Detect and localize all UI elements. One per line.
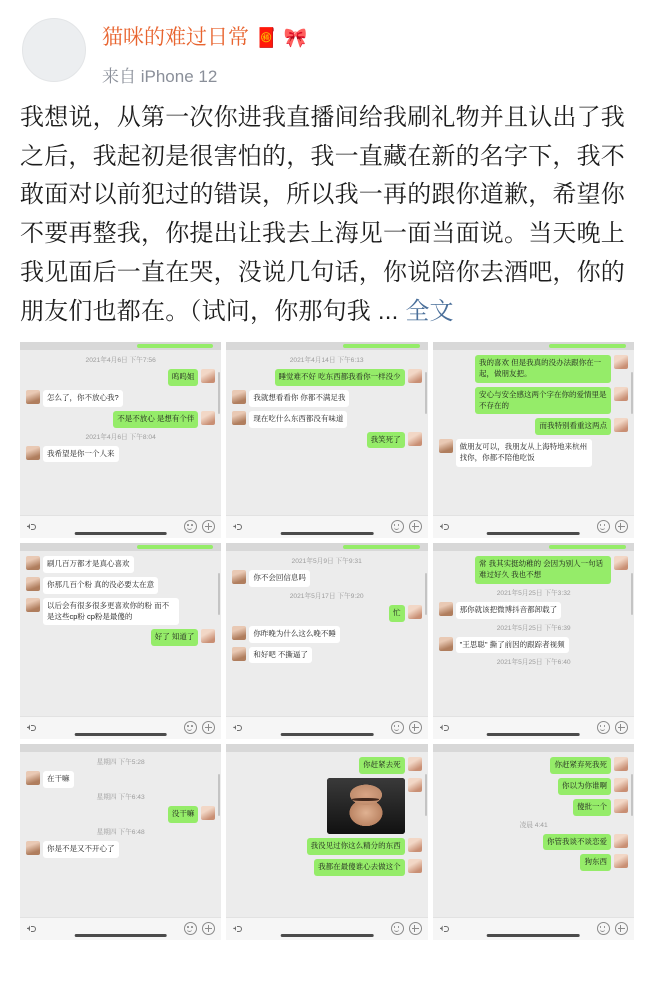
mic-icon[interactable] xyxy=(232,521,243,532)
incoming-message-bubble[interactable]: "王思聪" 撕了前因的跟踪者视频 xyxy=(456,637,569,654)
message-row xyxy=(232,838,421,855)
home-indicator xyxy=(281,934,374,937)
incoming-message-bubble[interactable]: 我希望是你一个人来 xyxy=(43,446,119,463)
contact-avatar[interactable] xyxy=(26,841,40,855)
screenshot-status-bar xyxy=(20,744,221,752)
outgoing-message-bubble[interactable]: 你赶紧弃死我死 xyxy=(550,757,611,774)
smiley-icon[interactable] xyxy=(184,922,197,935)
home-indicator xyxy=(281,532,374,535)
message-row xyxy=(26,556,215,573)
input-bar-icons xyxy=(597,721,628,734)
incoming-message-bubble[interactable]: 怎么了，你不放心我? xyxy=(43,390,123,407)
plus-icon[interactable] xyxy=(202,922,215,935)
outgoing-message-bubble[interactable]: 安心与安全感这两个字在你的爱情里是不存在的 xyxy=(475,387,611,415)
smiley-icon[interactable] xyxy=(391,520,404,533)
top-bubble-sliver xyxy=(343,545,420,549)
screenshot-status-bar xyxy=(226,744,427,752)
input-bar-icons xyxy=(391,922,422,935)
plus-icon[interactable] xyxy=(409,721,422,734)
incoming-message-bubble[interactable]: 现在吃什么东西都没有味道 xyxy=(249,411,347,428)
message-timestamp: 星期四 下午6:48 xyxy=(96,828,145,836)
message-timestamp: 星期四 下午5:28 xyxy=(96,759,145,766)
message-row xyxy=(232,390,421,407)
contact-avatar[interactable] xyxy=(232,390,246,404)
message-timestamp: 2021年5月25日 下午3:32 xyxy=(496,589,571,597)
home-indicator xyxy=(487,733,580,736)
message-row xyxy=(26,446,215,463)
chat-messages xyxy=(20,551,221,716)
outgoing-message-bubble[interactable]: 而我特别看重这两点 xyxy=(535,418,611,435)
message-row xyxy=(232,570,421,587)
input-bar-icons xyxy=(391,721,422,734)
self-avatar[interactable] xyxy=(201,629,215,643)
post-author-name[interactable] xyxy=(102,24,307,52)
author-name-text: 猫咪的难过日常 xyxy=(102,26,249,49)
message-timestamp: 凌晨 4:41 xyxy=(519,821,548,829)
message-row xyxy=(26,369,215,386)
self-avatar[interactable] xyxy=(614,355,628,369)
contact-avatar[interactable] xyxy=(232,411,246,425)
self-avatar[interactable] xyxy=(614,757,628,771)
incoming-message-bubble[interactable]: 以后会有很多很多更喜欢你的粉 而不是这些cp粉 cp粉是最傻的 xyxy=(43,598,179,626)
screenshot-status-bar xyxy=(433,342,634,350)
chat-scrollbar[interactable] xyxy=(631,573,633,615)
message-row xyxy=(439,637,628,654)
contact-avatar[interactable] xyxy=(26,556,40,570)
message-row xyxy=(439,355,628,383)
avatar[interactable] xyxy=(22,18,86,82)
message-timestamp: 2021年4月6日 下午8:04 xyxy=(85,433,156,441)
smiley-icon[interactable] xyxy=(184,520,197,533)
self-avatar[interactable] xyxy=(201,369,215,383)
smiley-icon[interactable] xyxy=(391,721,404,734)
message-row xyxy=(26,411,215,428)
home-indicator xyxy=(281,733,374,736)
self-avatar[interactable] xyxy=(408,778,422,792)
incoming-message-bubble[interactable]: 那你就该把微博抖音都卸载了 xyxy=(456,602,562,619)
input-bar-icons xyxy=(184,922,215,935)
incoming-message-bubble[interactable]: 刷几百万都才是真心喜欢 xyxy=(43,556,134,573)
home-indicator xyxy=(74,934,167,937)
chat-messages xyxy=(433,752,634,917)
author-emoji: 🧧 🎀 xyxy=(254,28,308,49)
outgoing-message-bubble[interactable]: 忙 xyxy=(389,605,405,622)
self-avatar[interactable] xyxy=(614,556,628,570)
top-bubble-sliver xyxy=(549,344,626,348)
message-row xyxy=(26,577,215,594)
self-avatar[interactable] xyxy=(201,806,215,820)
chat-messages xyxy=(433,350,634,515)
plus-icon[interactable] xyxy=(202,520,215,533)
plus-icon[interactable] xyxy=(202,721,215,734)
message-row xyxy=(232,411,421,428)
message-row xyxy=(439,602,628,619)
input-bar-icons xyxy=(391,520,422,533)
incoming-message-bubble[interactable]: 你昨晚为什么这么晚不睡 xyxy=(249,626,340,643)
incoming-message-bubble[interactable]: 你不会回信息吗 xyxy=(249,570,310,587)
message-row xyxy=(26,598,215,626)
message-row xyxy=(26,771,215,788)
chat-scrollbar[interactable] xyxy=(631,774,633,816)
mic-icon[interactable] xyxy=(232,923,243,934)
contact-avatar[interactable] xyxy=(26,390,40,404)
screenshot-status-bar xyxy=(433,543,634,551)
message-row xyxy=(439,387,628,415)
contact-avatar[interactable] xyxy=(26,446,40,460)
outgoing-message-bubble[interactable]: 傻批一个 xyxy=(573,799,611,816)
outgoing-message-bubble[interactable]: 睡觉难不好 吃东西都我看你一样没少 xyxy=(275,369,405,386)
smiley-icon[interactable] xyxy=(597,520,610,533)
contact-avatar[interactable] xyxy=(439,439,453,453)
outgoing-message-bubble[interactable]: 你管我谈不谈恋爱 xyxy=(543,834,611,851)
message-row xyxy=(439,854,628,871)
chat-screenshot[interactable] xyxy=(226,342,427,538)
message-row xyxy=(439,439,628,467)
post-body xyxy=(0,91,654,342)
chat-messages xyxy=(20,350,221,515)
mic-icon[interactable] xyxy=(439,521,450,532)
screenshot-status-bar xyxy=(226,543,427,551)
message-row xyxy=(439,757,628,774)
outgoing-message-bubble[interactable]: 我没见过你这么精分的东西 xyxy=(307,838,405,855)
self-avatar[interactable] xyxy=(614,387,628,401)
screenshot-status-bar xyxy=(433,744,634,752)
contact-avatar[interactable] xyxy=(439,602,453,616)
mic-icon[interactable] xyxy=(232,722,243,733)
message-timestamp: 2021年5月17日 下午9:20 xyxy=(290,592,364,600)
message-row xyxy=(232,369,421,386)
outgoing-message-bubble[interactable]: 呜呜姐 xyxy=(168,369,199,386)
post-body-text: 我想说，从第一次你进我直播间给我刷礼物并且认出了我之后，我起初是很害怕的，我一直藏在新的名字下，我不敢面对以前犯过的错误，所以我一再的跟你道歉，希望你不要再整我，你提出让我去上海见一面当面说。当天晚上我见面后一直在哭，没说几句话，你说陪你去酒吧，你的朋友们也都在。（试问，你那句我 ... xyxy=(20,103,625,326)
incoming-message-bubble[interactable]: 你那几百个粉 真的没必要太在意 xyxy=(43,577,158,594)
outgoing-message-bubble[interactable]: 没干嘛 xyxy=(168,806,199,823)
outgoing-message-bubble[interactable]: 你以为你谁啊 xyxy=(558,778,611,795)
self-avatar[interactable] xyxy=(408,369,422,383)
plus-icon[interactable] xyxy=(615,922,628,935)
message-timestamp: 2021年4月6日 下午7:56 xyxy=(85,357,156,364)
chat-messages xyxy=(433,551,634,716)
smiley-icon[interactable] xyxy=(597,922,610,935)
message-row xyxy=(232,778,421,834)
screenshot-status-bar xyxy=(20,342,221,350)
plus-icon[interactable] xyxy=(409,922,422,935)
screenshot-status-bar xyxy=(20,543,221,551)
home-indicator xyxy=(74,733,167,736)
contact-avatar[interactable] xyxy=(232,626,246,640)
mic-icon[interactable] xyxy=(439,923,450,934)
incoming-message-bubble[interactable]: 和好吧 不撕逼了 xyxy=(249,647,312,664)
smiley-icon[interactable] xyxy=(597,721,610,734)
message-row xyxy=(26,629,215,646)
plus-icon[interactable] xyxy=(409,520,422,533)
chat-messages xyxy=(226,752,427,917)
incoming-message-bubble[interactable]: 我就想看看你 你都不满足我 xyxy=(249,390,349,407)
top-bubble-sliver xyxy=(137,344,214,348)
home-indicator xyxy=(487,532,580,535)
self-avatar[interactable] xyxy=(408,432,422,446)
screenshot-grid xyxy=(0,342,654,952)
chat-messages xyxy=(20,752,221,917)
outgoing-message-bubble[interactable]: 我笑死了 xyxy=(367,432,405,449)
expand-full-text-link[interactable]: 全文 xyxy=(405,298,454,326)
chat-screenshot[interactable] xyxy=(433,543,634,739)
smiley-icon[interactable] xyxy=(184,721,197,734)
message-row xyxy=(439,556,628,584)
self-avatar[interactable] xyxy=(201,411,215,425)
self-avatar[interactable] xyxy=(408,838,422,852)
top-bubble-sliver xyxy=(343,344,420,348)
message-row xyxy=(232,757,421,774)
self-avatar[interactable] xyxy=(614,799,628,813)
plus-icon[interactable] xyxy=(615,520,628,533)
photo-message[interactable] xyxy=(327,778,405,834)
chat-screenshot[interactable] xyxy=(20,342,221,538)
outgoing-message-bubble[interactable]: 我都在最傻谁心去做这个 xyxy=(314,859,405,876)
message-timestamp: 2021年5月25日 下午6:39 xyxy=(496,624,571,632)
self-avatar[interactable] xyxy=(408,605,422,619)
message-row xyxy=(439,778,628,795)
outgoing-message-bubble[interactable]: 你赶紧去死 xyxy=(359,757,405,774)
outgoing-message-bubble[interactable]: 好了 知道了 xyxy=(151,629,199,646)
message-timestamp: 星期四 下午6:43 xyxy=(96,793,145,801)
self-avatar[interactable] xyxy=(408,757,422,771)
photo-thumbnail xyxy=(327,778,405,834)
message-row xyxy=(232,605,421,622)
message-row xyxy=(439,834,628,851)
self-avatar[interactable] xyxy=(614,778,628,792)
top-bubble-sliver xyxy=(549,545,626,549)
outgoing-message-bubble[interactable]: 常 我其实挺幼稚的 会因为别人一句话难过好久 我也不想 xyxy=(475,556,611,584)
mic-icon[interactable] xyxy=(439,722,450,733)
self-avatar[interactable] xyxy=(408,859,422,873)
plus-icon[interactable] xyxy=(615,721,628,734)
screenshot-status-bar xyxy=(226,342,427,350)
contact-avatar[interactable] xyxy=(26,598,40,612)
header-text xyxy=(102,18,307,87)
message-row xyxy=(439,799,628,816)
chat-scrollbar[interactable] xyxy=(425,372,427,414)
mic-icon[interactable] xyxy=(26,521,37,532)
message-row xyxy=(232,647,421,664)
smiley-icon[interactable] xyxy=(391,922,404,935)
message-row xyxy=(26,806,215,823)
incoming-message-bubble[interactable]: 你是不是又不开心了 xyxy=(43,841,119,858)
message-row xyxy=(232,626,421,643)
contact-avatar[interactable] xyxy=(439,637,453,651)
message-row xyxy=(26,390,215,407)
input-bar-icons xyxy=(184,721,215,734)
post-source: 来自 iPhone 12 xyxy=(102,66,218,86)
contact-avatar[interactable] xyxy=(232,647,246,661)
chat-scrollbar[interactable] xyxy=(425,774,427,816)
home-indicator xyxy=(74,532,167,535)
post-header xyxy=(0,0,654,91)
incoming-message-bubble[interactable]: 做朋友可以，我朋友从上海特地来杭州找你，你都不陪他吃饭 xyxy=(456,439,592,467)
contact-avatar[interactable] xyxy=(26,577,40,591)
mic-icon[interactable] xyxy=(26,722,37,733)
chat-messages xyxy=(226,350,427,515)
outgoing-message-bubble[interactable]: 不是不放心 是想有个伴 xyxy=(113,411,198,428)
mic-icon[interactable] xyxy=(26,923,37,934)
self-avatar[interactable] xyxy=(614,834,628,848)
self-avatar[interactable] xyxy=(614,854,628,868)
chat-screenshot[interactable] xyxy=(20,543,221,739)
message-row xyxy=(232,859,421,876)
input-bar-icons xyxy=(184,520,215,533)
outgoing-message-bubble[interactable]: 我的喜欢 但是我真的没办法跟你在一起，做朋友把。 xyxy=(475,355,611,383)
outgoing-message-bubble[interactable]: 狗东西 xyxy=(580,854,611,871)
chat-screenshot[interactable] xyxy=(226,744,427,940)
incoming-message-bubble[interactable]: 在干嘛 xyxy=(43,771,74,788)
message-row xyxy=(26,841,215,858)
chat-scrollbar[interactable] xyxy=(631,372,633,414)
chat-screenshot[interactable] xyxy=(226,543,427,739)
message-timestamp: 2021年4月14日 下午6:13 xyxy=(290,357,364,364)
chat-screenshot[interactable] xyxy=(433,342,634,538)
message-row xyxy=(232,432,421,449)
top-bubble-sliver xyxy=(137,545,214,549)
message-timestamp: 2021年5月9日 下午9:31 xyxy=(291,558,363,565)
chat-messages xyxy=(226,551,427,716)
input-bar-icons xyxy=(597,922,628,935)
message-timestamp: 2021年5月25日 下午6:40 xyxy=(496,659,571,667)
chat-screenshot[interactable] xyxy=(20,744,221,940)
contact-avatar[interactable] xyxy=(26,771,40,785)
self-avatar[interactable] xyxy=(614,418,628,432)
chat-screenshot[interactable] xyxy=(433,744,634,940)
contact-avatar[interactable] xyxy=(232,570,246,584)
chat-scrollbar[interactable] xyxy=(425,573,427,615)
home-indicator xyxy=(487,934,580,937)
input-bar-icons xyxy=(597,520,628,533)
message-row xyxy=(439,418,628,435)
